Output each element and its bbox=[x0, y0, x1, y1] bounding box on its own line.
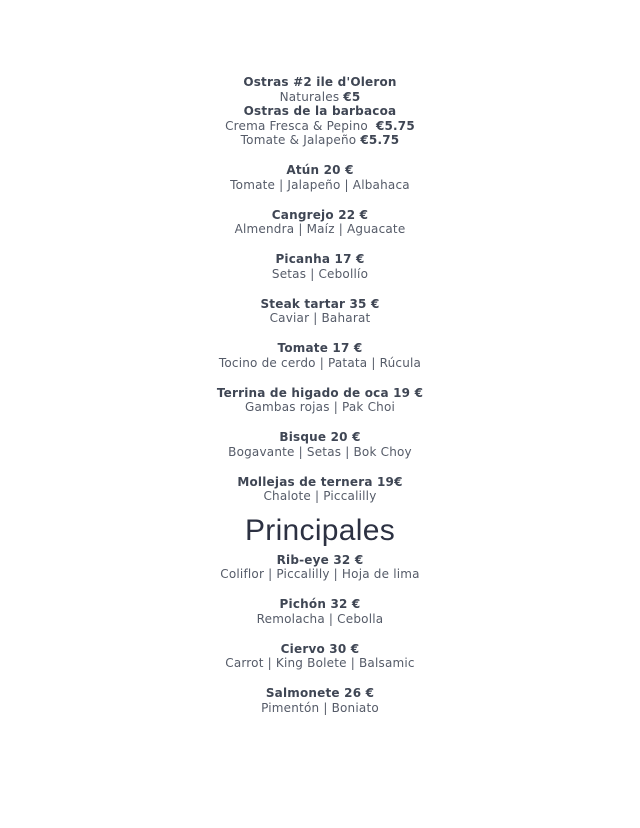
item-description bbox=[0, 133, 640, 148]
item-title: Tomate 17 € bbox=[277, 341, 363, 355]
item-description: Tomate | Jalapeño | Albahaca bbox=[230, 177, 410, 192]
item-description: Bogavante | Setas | Bok Choy bbox=[228, 444, 412, 459]
menu-item bbox=[0, 163, 640, 192]
menu-item bbox=[0, 642, 640, 671]
item-description bbox=[0, 119, 640, 134]
item-title: Salmonete 26 € bbox=[265, 686, 375, 700]
menu-item bbox=[0, 252, 640, 281]
item-description: Remolacha | Cebolla bbox=[256, 611, 384, 626]
item-description: Almendra | Maíz | Aguacate bbox=[234, 222, 406, 236]
item-description-text: Tomate & Jalapeño bbox=[240, 133, 361, 147]
item-title: Ostras #2 ile d'Oleron bbox=[243, 75, 397, 89]
item-description: Carrot | King Bolete | Balsamic bbox=[225, 656, 415, 670]
menu bbox=[0, 75, 640, 715]
item-title: Ciervo 30 € bbox=[280, 641, 360, 656]
item-description: Gambas rojas | Pak Choi bbox=[244, 400, 396, 414]
menu-item bbox=[0, 208, 640, 237]
item-description: Pimentón | Boniato bbox=[261, 700, 379, 715]
menu-item bbox=[0, 386, 640, 415]
item-price: €5.75 bbox=[375, 118, 415, 133]
item-title: Ostras de la barbacoa bbox=[243, 104, 397, 118]
item-title: Cangrejo 22 € bbox=[271, 207, 369, 222]
menu-item bbox=[0, 475, 640, 504]
item-title: Rib-eye 32 € bbox=[276, 552, 364, 567]
section-heading: Principales bbox=[244, 513, 396, 547]
menu-item bbox=[0, 297, 640, 326]
menu-item bbox=[0, 686, 640, 715]
menu-item bbox=[0, 553, 640, 582]
item-title: Bisque 20 € bbox=[279, 430, 361, 444]
menu-item bbox=[0, 430, 640, 459]
menu-item bbox=[0, 341, 640, 370]
item-title: Steak tartar 35 € bbox=[260, 296, 380, 311]
item-description-text: Crema Fresca & Pepino bbox=[225, 118, 376, 133]
item-title: Picanha 17 € bbox=[275, 252, 365, 266]
item-price: €5 bbox=[343, 89, 361, 104]
item-description: Tocino de cerdo | Patata | Rúcula bbox=[218, 355, 422, 370]
item-title: Mollejas de ternera 19€ bbox=[237, 474, 403, 489]
item-description: Chalote | Piccalilly bbox=[263, 489, 377, 503]
item-description: Coliflor | Piccalilly | Hoja de lima bbox=[220, 567, 420, 581]
item-description bbox=[0, 90, 640, 105]
item-price: €5.75 bbox=[360, 133, 400, 147]
item-title: Terrina de higado de oca 19 € bbox=[216, 385, 424, 400]
item-title: Atún 20 € bbox=[286, 163, 354, 177]
item-description-text: Naturales bbox=[279, 89, 344, 104]
oysters-section bbox=[0, 75, 640, 148]
item-description: Setas | Cebollío bbox=[271, 266, 369, 281]
menu-item bbox=[0, 597, 640, 626]
item-title: Pichón 32 € bbox=[279, 597, 361, 611]
item-description: Caviar | Baharat bbox=[269, 311, 371, 325]
